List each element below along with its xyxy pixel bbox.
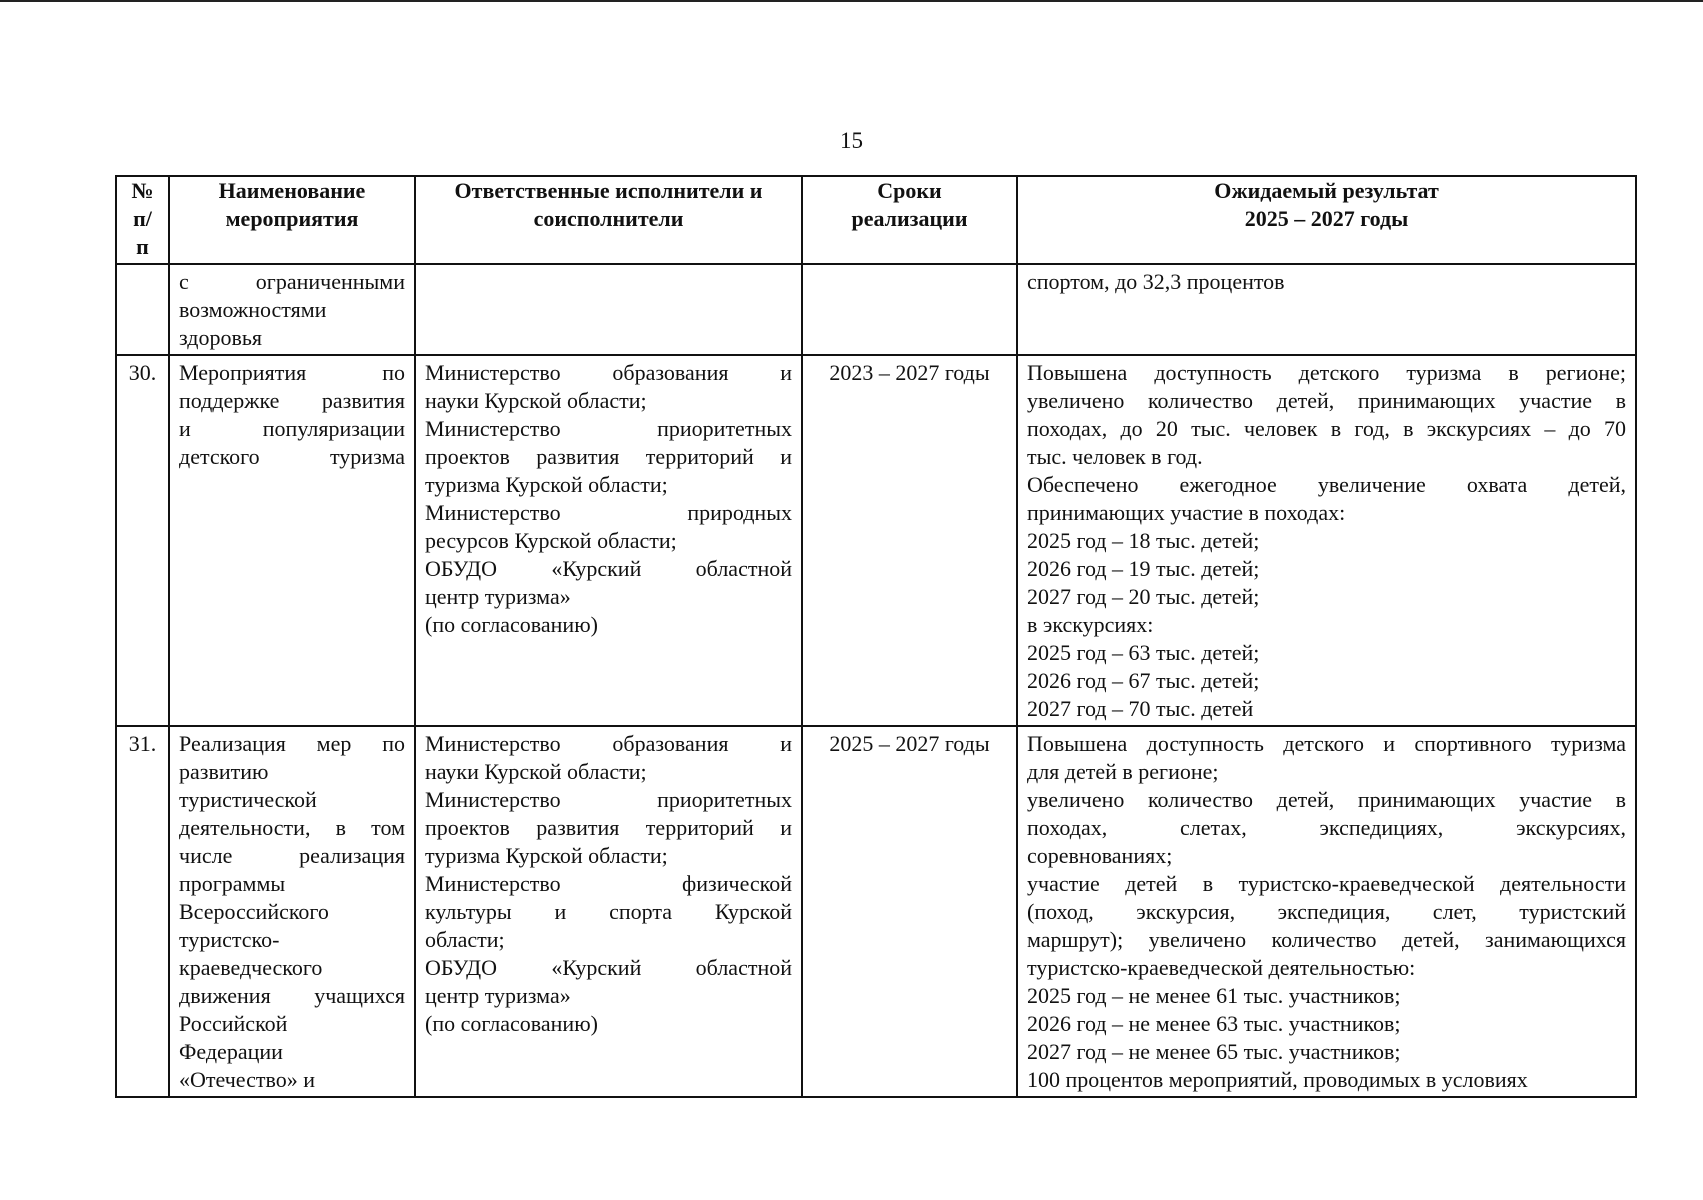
row-name (169, 355, 415, 726)
cell-line: п/ (133, 206, 152, 231)
cell-line: поддержке развития (179, 388, 405, 413)
activities-table (115, 175, 1637, 1098)
cell-line: тыс. человек в год. (1027, 444, 1203, 469)
cell-line: соисполнители (533, 206, 684, 231)
cell-line: проектов развития территорий и (425, 815, 792, 840)
cell-line: 2026 год – не менее 63 тыс. участников; (1027, 1011, 1401, 1036)
cell-line: 2025 год – не менее 61 тыс. участников; (1027, 983, 1401, 1008)
cell-line: ресурсов Курской области; (425, 528, 677, 553)
cell-line: Обеспечено ежегодное увеличение охвата детей, (1027, 472, 1626, 497)
row-result (1017, 355, 1636, 726)
cell-line: движения учащихся (179, 983, 405, 1008)
cell-line: 2025 год – 18 тыс. детей; (1027, 528, 1260, 553)
cell-line: Реализация мер по (179, 731, 405, 756)
cell-line: 100 процентов мероприятий, проводимых в условиях (1027, 1067, 1528, 1092)
cell-line: в экскурсиях: (1027, 612, 1154, 637)
cell-line: туризма Курской области; (425, 472, 668, 497)
cell-line: увеличено количество детей, принимающих участие в (1027, 388, 1626, 413)
header-result (1017, 176, 1636, 264)
cell-line: возможностями (179, 297, 327, 322)
cell-line: 2025 – 2027 годы (1244, 206, 1409, 231)
row-name (169, 726, 415, 1097)
cell-line: увеличено количество детей, принимающих участие в (1027, 787, 1626, 812)
cell-line: ОБУДО «Курский областной (425, 556, 792, 581)
cell-line: Наименование (218, 178, 366, 203)
cell-line: Ожидаемый результат (1214, 178, 1439, 203)
cell-line: походах, слетах, экспедициях, экскурсиях, (1027, 815, 1626, 840)
cell-line: Повышена доступность детского туризма в регионе; (1027, 360, 1626, 385)
header-terms (802, 176, 1017, 264)
cell-line: походах, до 20 тыс. человек в год, в экскурсиях – до 70 (1027, 416, 1626, 441)
cell-line: принимающих участие в походах: (1027, 500, 1346, 525)
cell-line: детского туризма (179, 444, 405, 469)
table-row (116, 355, 1636, 726)
cell-line: туристско- (179, 927, 280, 952)
header-name (169, 176, 415, 264)
cell-line: области; (425, 927, 505, 952)
cell-line: центр туризма» (425, 584, 571, 609)
cell-line: деятельности, в том (179, 815, 405, 840)
row-num (116, 264, 169, 355)
cell-line: 2027 год – 70 тыс. детей (1027, 696, 1254, 721)
cell-line: Федерации (179, 1039, 283, 1064)
cell-line: 2026 год – 67 тыс. детей; (1027, 668, 1260, 693)
cell-line: Российской (179, 1011, 288, 1036)
cell-line: ОБУДО «Курский областной (425, 955, 792, 980)
row-terms (802, 264, 1017, 355)
cell-line: спортом, до 32,3 процентов (1027, 269, 1285, 294)
cell-line: науки Курской области; (425, 388, 647, 413)
row-executors (415, 726, 802, 1097)
cell-line: Всероссийского (179, 899, 329, 924)
table-header-row (116, 176, 1636, 264)
cell-line: науки Курской области; (425, 759, 647, 784)
cell-line: 2026 год – 19 тыс. детей; (1027, 556, 1260, 581)
cell-line: участие детей в туристско-краеведческой деятельности (1027, 871, 1626, 896)
table-row (116, 726, 1636, 1097)
header-num (116, 176, 169, 264)
cell-line: проектов развития территорий и (425, 444, 792, 469)
cell-line: туристической (179, 787, 317, 812)
row-result (1017, 264, 1636, 355)
cell-line: 2027 год – не менее 65 тыс. участников; (1027, 1039, 1401, 1064)
row-executors (415, 355, 802, 726)
cell-line: Мероприятия по (179, 360, 405, 385)
cell-line: программы (179, 871, 286, 896)
cell-line: № (131, 178, 154, 203)
cell-line: маршрут); увеличено количество детей, занимающихся (1027, 927, 1626, 952)
cell-line: 2025 год – 63 тыс. детей; (1027, 640, 1260, 665)
header-executors (415, 176, 802, 264)
cell-line: туризма Курской области; (425, 843, 668, 868)
cell-line: 2027 год – 20 тыс. детей; (1027, 584, 1260, 609)
cell-line: Министерство приоритетных (425, 787, 792, 812)
cell-line: для детей в регионе; (1027, 759, 1219, 784)
cell-line: (по согласованию) (425, 1011, 598, 1036)
cell-line: (по согласованию) (425, 612, 598, 637)
cell-line: Министерство образования и (425, 360, 792, 385)
cell-line: мероприятия (225, 206, 359, 231)
cell-line: Сроки (877, 178, 942, 203)
cell-line: культуры и спорта Курской (425, 899, 792, 924)
cell-line: туристско-краеведческой деятельностью: (1027, 955, 1416, 980)
cell-line: п (136, 234, 149, 259)
cell-line: здоровья (179, 325, 263, 350)
page-number: 15 (840, 128, 863, 153)
row-executors (415, 264, 802, 355)
cell-line: Ответственные исполнители и (454, 178, 763, 203)
row-result (1017, 726, 1636, 1097)
cell-line: Повышена доступность детского и спортивного туризма (1027, 731, 1626, 756)
table-row (116, 264, 1636, 355)
cell-line: Министерство физической (425, 871, 792, 896)
row-terms: 2025 – 2027 годы (802, 726, 1017, 1097)
cell-line: реализации (851, 206, 968, 231)
cell-line: соревнованиях; (1027, 843, 1173, 868)
cell-line: числе реализация (179, 843, 405, 868)
cell-line: краеведческого (179, 955, 323, 980)
row-num: 30. (116, 355, 169, 726)
cell-line: с ограниченными (179, 269, 405, 294)
row-terms: 2023 – 2027 годы (802, 355, 1017, 726)
scan-border-top (0, 0, 1703, 2)
cell-line: Министерство приоритетных (425, 416, 792, 441)
cell-line: развитию (179, 759, 269, 784)
cell-line: Министерство образования и (425, 731, 792, 756)
row-num: 31. (116, 726, 169, 1097)
cell-line: (поход, экскурсия, экспедиция, слет, туристский (1027, 899, 1626, 924)
cell-line: Министерство природных (425, 500, 792, 525)
row-name (169, 264, 415, 355)
cell-line: «Отечество» и (179, 1067, 315, 1092)
cell-line: центр туризма» (425, 983, 571, 1008)
cell-line: и популяризации (179, 416, 405, 441)
